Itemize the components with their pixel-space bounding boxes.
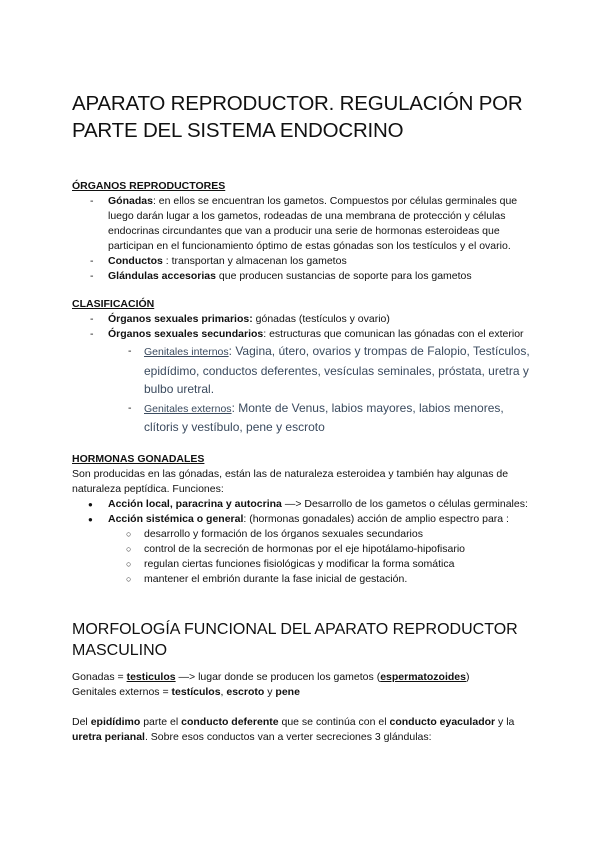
list-item: ○ control de la secreción de hormonas por el eje hipotálamo-hipofisario — [72, 542, 532, 557]
list-item — [72, 269, 532, 284]
hormonas-intro: Son producidas en las gónadas, están las de naturaleza esteroidea y también hay algunas de naturaleza peptídica. Funciones: — [72, 467, 509, 495]
document-page — [72, 90, 532, 745]
list-item — [72, 512, 532, 527]
organos-list — [72, 194, 532, 284]
sub-label: Genitales internos — [144, 346, 229, 358]
term: Conductos — [108, 255, 163, 267]
gonadas-line: Gonadas = testiculos —> lugar donde se producen los gametos (espermatozoides) — [72, 670, 470, 683]
genitales-externos-line: Genitales externos = testículos, escroto y pene — [72, 685, 300, 698]
section-heading: CLASIFICACIÓN — [72, 298, 155, 310]
term: Órganos sexuales secundarios — [108, 328, 264, 340]
list-item — [72, 312, 532, 327]
item-text: que producen sustancias de soporte para los gametos — [218, 270, 472, 282]
item-text: transportan y almacenan los gametos — [171, 255, 347, 267]
section-clasificacion — [72, 297, 532, 437]
term: Órganos sexuales primarios: — [108, 313, 253, 325]
sub-text: Monte de Venus, labios mayores, labios menores, clítoris y vestíbulo, pene y escroto — [144, 400, 504, 434]
clasificacion-list — [72, 312, 532, 342]
section-heading: ÓRGANOS REPRODUCTORES — [72, 180, 226, 192]
page-title: APARATO REPRODUCTOR. REGULACIÓN POR PARTE DEL SISTEMA ENDOCRINO — [72, 92, 523, 142]
term: Acción local, paracrina y autocrina — [108, 497, 282, 510]
section-organos — [72, 179, 532, 284]
list-item: - Conductos : transportan y almacenan los gametos — [72, 254, 532, 269]
term: Gónadas — [108, 195, 153, 207]
hormonas-bullets — [72, 497, 532, 527]
genitales-list — [72, 342, 532, 437]
funciones-list — [72, 527, 532, 587]
list-item: ○ regulan ciertas funciones fisiológicas y modificar la forma somática — [72, 557, 532, 572]
conductos-paragraph: Del epidídimo parte el conducto deferente que se continúa con el conducto eyaculador y la uretra perianal. Sobre esos conductos van a verter secreciones 3 glándulas: — [72, 715, 515, 743]
list-item: ○ desarrollo y formación de los órganos sexuales secundarios — [72, 527, 532, 542]
item-text: —> Desarrollo de los gametos o células germinales: — [281, 497, 528, 510]
section-title-morfologia: MORFOLOGÍA FUNCIONAL DEL APARATO REPRODUCTOR MASCULINO — [72, 620, 518, 659]
list-item: ○ mantener el embrión durante la fase inicial de gestación. — [72, 572, 532, 587]
section-hormonas — [72, 452, 532, 587]
sub-label: Genitales externos — [144, 402, 232, 415]
list-item: - Genitales externos: Monte de Venus, labios mayores, labios menores, clítoris y vestíbulo, pene y escroto — [72, 399, 532, 437]
sub-text: Vagina, útero, ovarios y trompas de Falopio, Testículos, epidídimo, conductos deferentes, vesículas seminales, próstata, uretra y bulbo uretral. — [144, 344, 530, 396]
list-item — [72, 327, 532, 342]
section-heading: HORMONAS GONADALES — [72, 452, 205, 465]
list-item: - Genitales internos: Vagina, útero, ovarios y trompas de Falopio, Testículos, epidídimo, conductos deferentes, vesículas seminales, próstata, uretra y bulbo uretral. — [72, 342, 532, 399]
item-text: : (hormonas gonadales) acción de amplio espectro para : — [243, 512, 509, 525]
item-text: gónadas (testículos y ovario) — [252, 313, 390, 325]
item-text: : estructuras que comunican las gónadas con el exterior — [263, 328, 524, 340]
term: Acción sistémica o general — [108, 512, 244, 525]
list-item: - Gónadas: en ellos se encuentran los gametos. Compuestos por células germinales que luego darán lugar a los gametos, rodeadas de una membrana de protección y células endocrinas circundantes que van a producir una serie de hormonas esteroideas que participan en el funcionamiento óptimo de estas gónadas son los testículos y el ovario. — [72, 194, 532, 254]
list-item — [72, 497, 532, 512]
term: Glándulas accesorias — [108, 270, 216, 282]
item-text: en ellos se encuentran los gametos. Compuestos por células germinales que luego darán lugar a los gametos, rodeadas de una membrana de protección y células endocrinas circundantes que van a producir una serie de hormonas esteroideas que participan en el funcionamiento óptimo de estas gónadas son los testículos y el ovario. — [108, 195, 518, 252]
